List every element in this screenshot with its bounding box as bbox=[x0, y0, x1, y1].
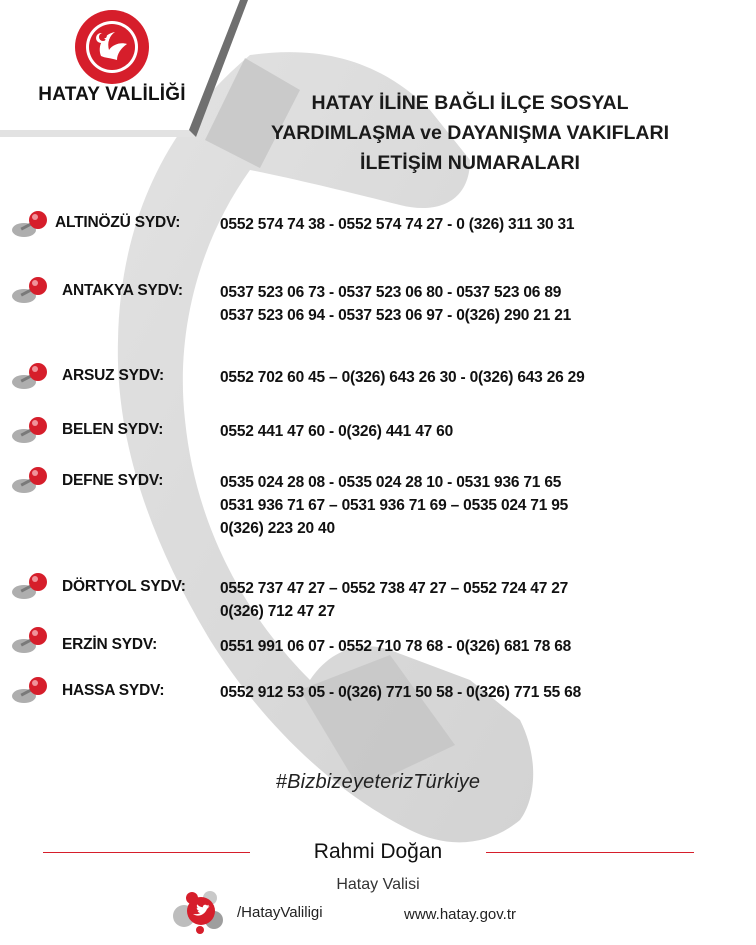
contact-numbers bbox=[220, 366, 584, 389]
title-line-1: HATAY İLİNE BAĞLI İLÇE SOSYAL bbox=[311, 92, 629, 114]
contact-numbers bbox=[220, 635, 571, 658]
contact-name: ARSUZ SYDV: bbox=[62, 367, 165, 384]
pushpin-icon bbox=[8, 416, 54, 446]
phone-line[interactable]: 0551 991 06 07 - 0552 710 78 68 - 0(326) 681 78 68 bbox=[220, 638, 572, 655]
title-line-3: İLETİŞİM NUMARALARI bbox=[360, 152, 580, 174]
pushpin-icon bbox=[8, 362, 54, 392]
contact-name: ANTAKYA SYDV: bbox=[62, 282, 183, 299]
contact-name: DÖRTYOL SYDV: bbox=[62, 578, 186, 595]
title-line-2: YARDIMLAŞMA ve DAYANIŞMA VAKIFLARI bbox=[271, 122, 669, 144]
pushpin-icon bbox=[8, 676, 54, 706]
brand-label: HATAY VALİLİĞİ bbox=[38, 84, 186, 105]
phone-line[interactable]: 0552 441 47 60 - 0(326) 441 47 60 bbox=[220, 423, 453, 440]
phone-line[interactable]: 0537 523 06 73 - 0537 523 06 80 - 0537 523 06 89 bbox=[220, 284, 562, 301]
phone-line[interactable]: 0535 024 28 08 - 0535 024 28 10 - 0531 936 71 65 bbox=[220, 474, 562, 491]
phone-line[interactable]: 0552 574 74 38 - 0552 574 74 27 - 0 (326) 311 30 31 bbox=[220, 216, 575, 233]
contact-numbers bbox=[220, 681, 581, 704]
phone-line[interactable]: 0552 912 53 05 - 0(326) 771 50 58 - 0(326) 771 55 68 bbox=[220, 684, 582, 701]
phone-line[interactable]: 0(326) 223 20 40 bbox=[220, 520, 335, 537]
social-handle[interactable]: /HatayValiligi bbox=[237, 904, 323, 921]
website-link[interactable]: www.hatay.gov.tr bbox=[404, 906, 516, 923]
hashtag: #BizbizeyeterizTürkiye bbox=[275, 771, 481, 793]
contact-name: HASSA SYDV: bbox=[62, 682, 165, 699]
phone-line[interactable]: 0552 702 60 45 – 0(326) 643 26 30 - 0(326) 643 26 29 bbox=[220, 369, 585, 386]
signature-name: Rahmi Doğan bbox=[313, 840, 443, 863]
contact-numbers bbox=[220, 577, 568, 623]
phone-line[interactable]: 0(326) 712 47 27 bbox=[220, 603, 335, 620]
contact-name: ERZİN SYDV: bbox=[62, 636, 158, 653]
pushpin-icon bbox=[8, 466, 54, 496]
contact-numbers bbox=[220, 213, 574, 236]
contact-name: BELEN SYDV: bbox=[62, 421, 164, 438]
signature-title: Hatay Valisi bbox=[336, 876, 420, 893]
hatay-governorship-emblem-icon bbox=[73, 8, 151, 86]
contact-numbers bbox=[220, 471, 568, 540]
contact-name: ALTINÖZÜ SYDV: bbox=[55, 214, 181, 231]
contact-numbers bbox=[220, 420, 453, 443]
page-title bbox=[200, 88, 740, 178]
contact-numbers bbox=[220, 281, 571, 327]
pushpin-icon bbox=[8, 210, 54, 240]
phone-line[interactable]: 0552 737 47 27 – 0552 738 47 27 – 0552 724 47 27 bbox=[220, 580, 569, 597]
pushpin-icon bbox=[8, 572, 54, 602]
phone-line[interactable]: 0531 936 71 67 – 0531 936 71 69 – 0535 024 71 95 bbox=[220, 497, 569, 514]
phone-line[interactable]: 0537 523 06 94 - 0537 523 06 97 - 0(326) 290 21 21 bbox=[220, 307, 572, 324]
twitter-icon[interactable] bbox=[170, 884, 230, 936]
pushpin-icon bbox=[8, 626, 54, 656]
pushpin-icon bbox=[8, 276, 54, 306]
contact-name: DEFNE SYDV: bbox=[62, 472, 164, 489]
